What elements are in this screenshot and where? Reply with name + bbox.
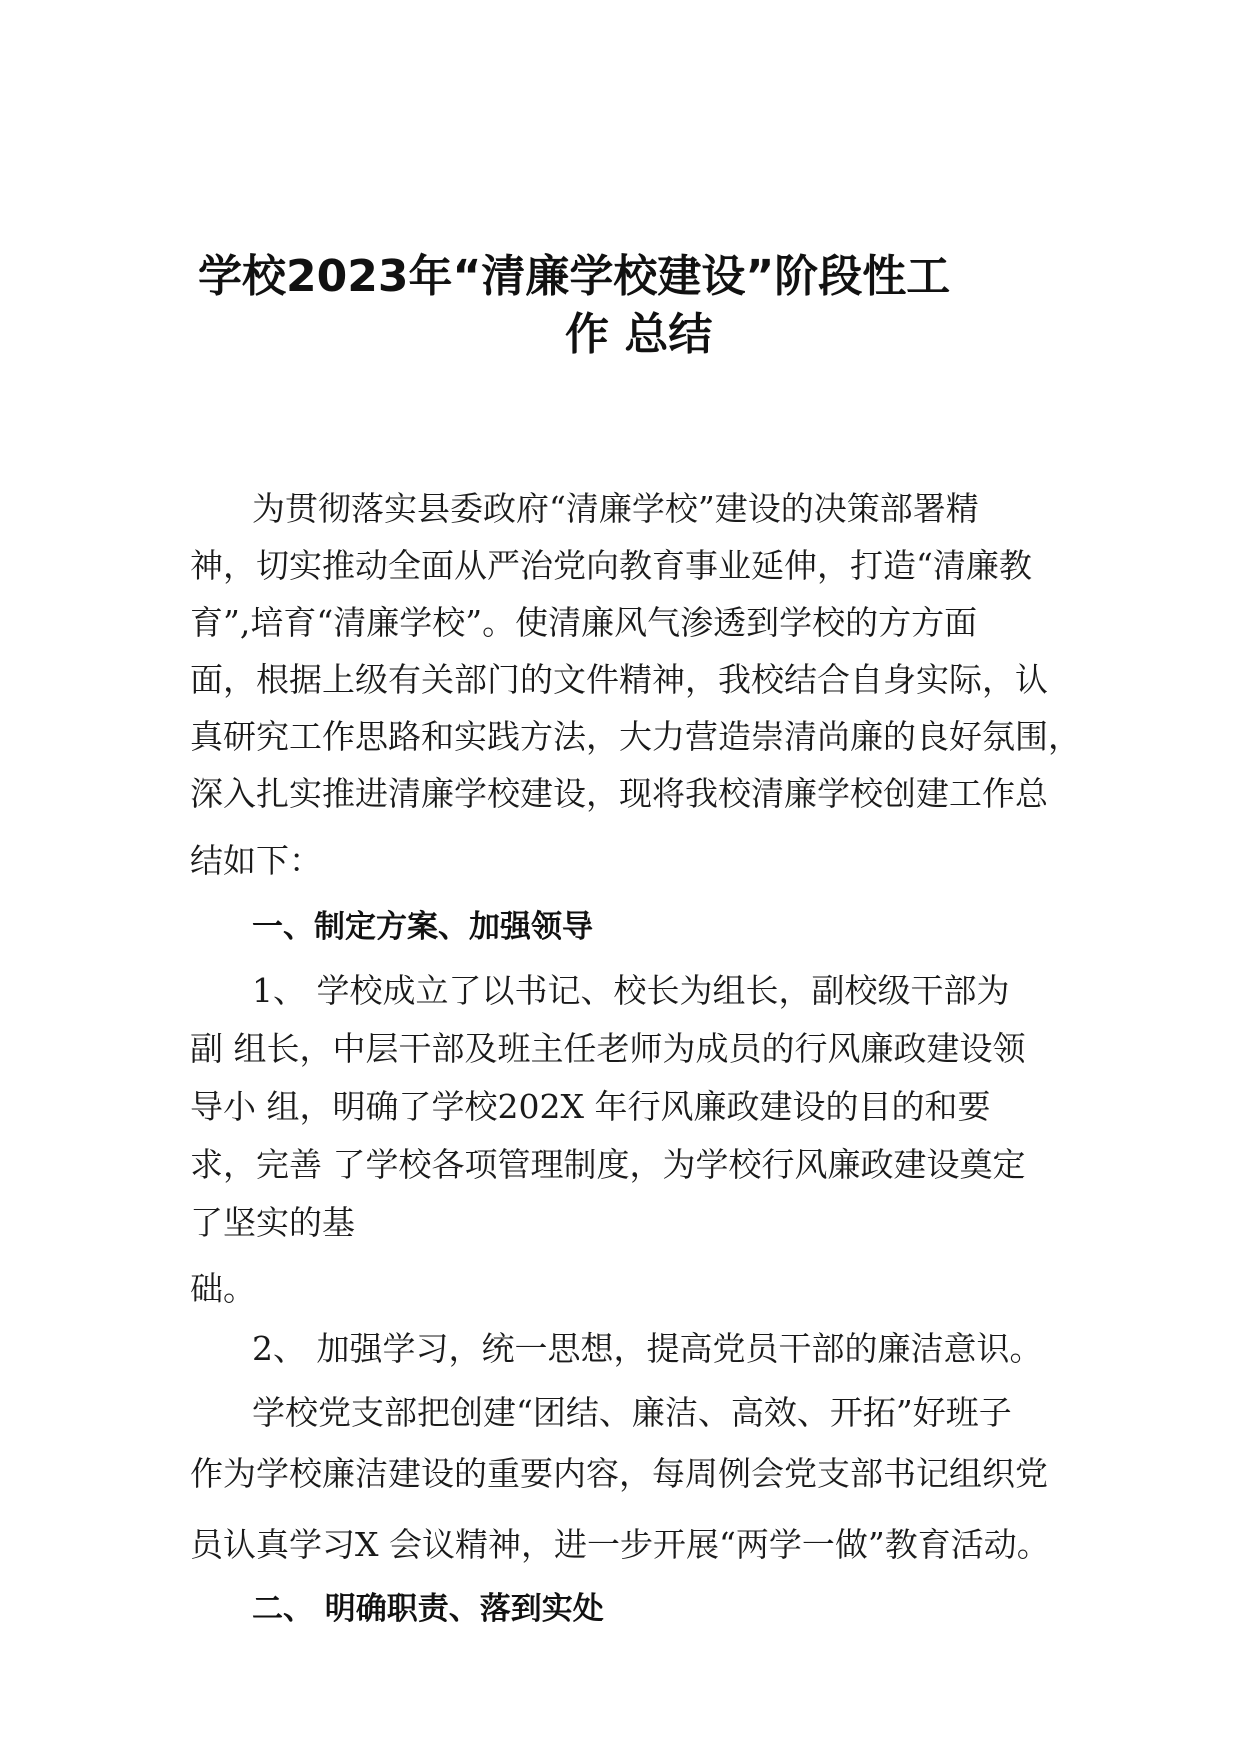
intro-line: 神，切实推动全面从严治党向教育事业延伸，打造“清廉教	[190, 546, 1032, 585]
section-1-item-1-line: 导小 组，明确了学校202X 年行风廉政建设的目的和要	[190, 1087, 991, 1126]
section-1-item-1-line: 1、 学校成立了以书记、校长为组长，副校级干部为	[252, 971, 1010, 1010]
intro-line: 结如下：	[190, 841, 322, 880]
section-heading-1: 一、制定方案、加强领导	[252, 909, 593, 945]
section-1-item-2-heading: 2、 加强学习，统一思想，提高党员干部的廉洁意识。	[252, 1329, 1043, 1368]
intro-line: 为贯彻落实县委政府“清廉学校”建设的决策部署精	[252, 489, 979, 528]
section-1-item-1-line: 了坚实的基	[190, 1203, 355, 1242]
section-1-item-1-line: 础。	[190, 1269, 256, 1308]
intro-line: 面，根据上级有关部门的文件精神，我校结合自身实际，认	[190, 660, 1048, 699]
intro-line: 育”,培育“清廉学校”。使清廉风气渗透到学校的方方面	[190, 603, 978, 642]
section-1-item-2-line: 作为学校廉洁建设的重要内容，每周例会党支部书记组织党	[190, 1454, 1048, 1493]
document-title-line-1: 学校2023年“清廉学校建设”阶段性工	[198, 251, 951, 302]
section-1-item-2-line: 员认真学习X 会议精神，进一步开展“两学一做”教育活动。	[190, 1525, 1050, 1564]
section-1-item-1-line: 副 组长，中层干部及班主任老师为成员的行风廉政建设领	[190, 1029, 1026, 1068]
intro-line: 真研究工作思路和实践方法，大力营造崇清尚廉的良好氛围，	[190, 717, 1081, 756]
section-heading-2: 二、 明确职责、落到实处	[252, 1591, 604, 1627]
section-1-item-1-line: 求，完善 了学校各项管理制度，为学校行风廉政建设奠定	[190, 1145, 1026, 1184]
section-1-item-2-line: 学校党支部把创建“团结、廉洁、高效、开拓”好班子	[252, 1393, 1012, 1432]
document-title-line-2: 作 总结	[565, 309, 713, 360]
intro-line: 深入扎实推进清廉学校建设，现将我校清廉学校创建工作总	[190, 774, 1048, 813]
